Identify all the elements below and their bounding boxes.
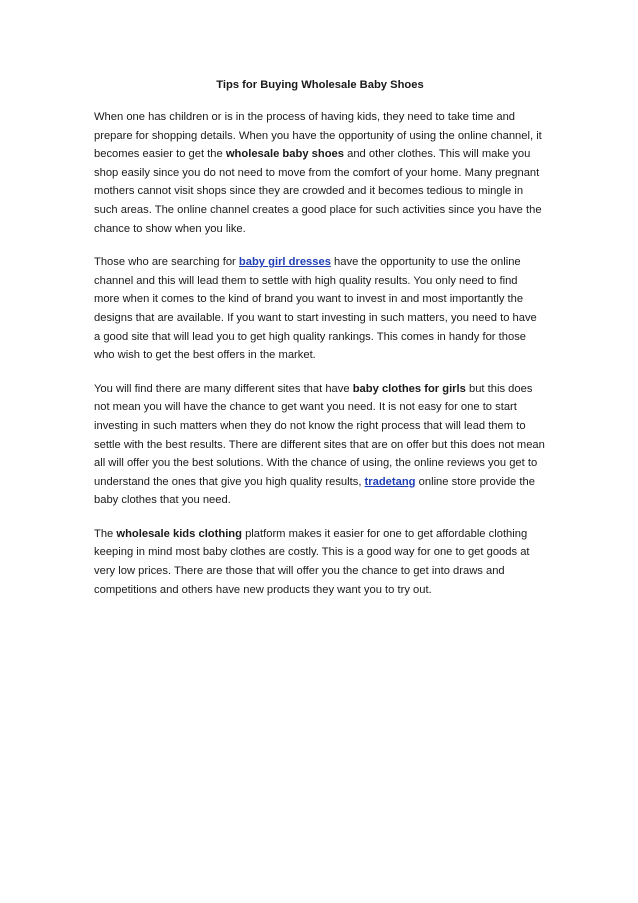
- paragraph-3-text-a: You will find there are many different sites that have: [94, 382, 353, 395]
- paragraph-4: [94, 525, 546, 599]
- paragraph-1-text-b: and other clothes. This will make you shop easily since you do not need to move from the comfort of your home. Many pregnant mothers cannot visit shops since they are crowded and it becomes tedious to mingle in such areas. The online channel creates a good place for such activities since you have the chance to show when you like.: [94, 148, 542, 235]
- paragraph-1: [94, 108, 546, 238]
- link-baby-girl-dresses[interactable]: baby girl dresses: [238, 256, 331, 269]
- document-title: Tips for Buying Wholesale Baby Shoes: [216, 79, 424, 91]
- link-tradetang[interactable]: tradetang: [364, 475, 416, 488]
- paragraph-4-text-a: The: [94, 527, 117, 540]
- paragraph-3-text-b: but this does not mean you will have the chance to get want you need. It is not easy for one to start investing in such matters when they do not know the right process that will lead them to settle with the best results. There are different sites that are on offer but this does not mean all will offer you the best solutions. With the chance of using, the online reviews you get to understand the ones that give you high quality results,: [94, 382, 545, 488]
- keyword-baby-clothes-for-girls: baby clothes for girls: [352, 382, 466, 395]
- paragraph-1-text-a: When one has children or is in the process of having kids, they need to take time and prepare for shopping details. When you have the opportunity of using the online channel, it becomes easier to get the: [94, 111, 542, 161]
- paragraph-3: [94, 380, 546, 510]
- paragraph-3-text-c: online store provide the baby clothes that you need.: [94, 475, 535, 507]
- keyword-wholesale-kids-clothing: wholesale kids clothing: [116, 527, 242, 540]
- keyword-wholesale-baby-shoes: wholesale baby shoes: [225, 148, 344, 161]
- paragraph-4-text-b: platform makes it easier for one to get affordable clothing keeping in mind most baby clothes are costly. This is a good way for one to get goods at very low prices. There are those that will offer you the chance to get into draws and competitions and others have new products they want you to try out.: [94, 527, 530, 596]
- document-page: [94, 76, 546, 614]
- paragraph-2-text-a: Those who are searching for: [94, 256, 239, 269]
- paragraph-2: [94, 253, 546, 365]
- paragraph-2-text-b: have the opportunity to use the online channel and this will lead them to settle with high quality results. You only need to find more when it comes to the kind of brand you want to invest in and most importantly the designs that are available. If you want to start investing in such matters, you need to have a good site that will lead you to get high quality rankings. This comes in handy for those who wish to get the best offers in the market.: [94, 256, 537, 362]
